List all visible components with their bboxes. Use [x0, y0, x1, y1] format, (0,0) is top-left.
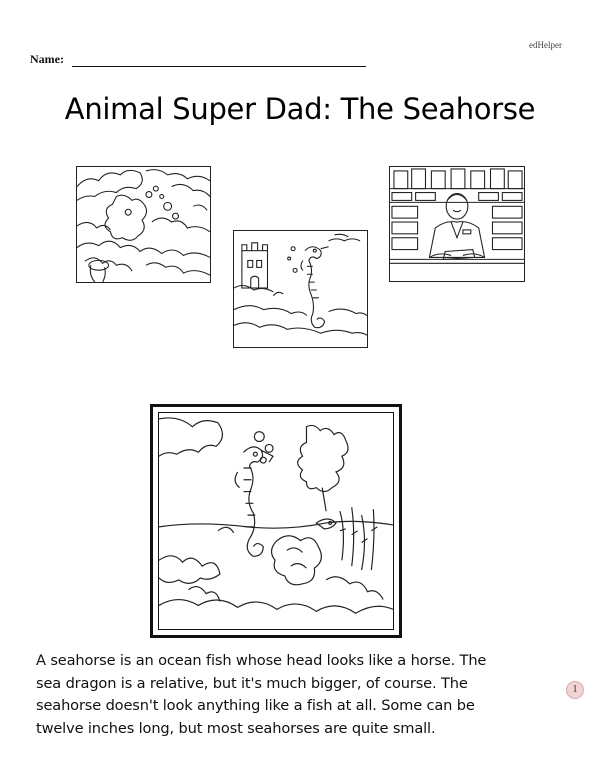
story-text	[36, 650, 556, 740]
coral-reef-icon	[77, 167, 210, 282]
seahorse-illustration	[233, 230, 368, 348]
name-line	[72, 55, 366, 67]
pharmacist-illustration	[389, 166, 525, 282]
story-line: seahorse doesn't look anything like a fish at all. Some can be	[36, 697, 475, 714]
page-title: Animal Super Dad: The Seahorse	[64, 92, 536, 126]
pharmacist-icon	[390, 167, 524, 281]
coral-reef-illustration	[76, 166, 211, 283]
seahorse-reef-scene-icon	[159, 413, 393, 629]
main-illustration	[158, 412, 394, 630]
story-line: sea dragon is a relative, but it's much bigger, of course. The	[36, 674, 468, 692]
story-line: twelve inches long, but most seahorses are quite small.	[36, 719, 436, 737]
brand-label: edHelper	[529, 40, 562, 50]
main-illustration-frame	[150, 404, 402, 638]
name-row	[30, 52, 366, 67]
seahorse-icon	[234, 231, 367, 347]
story-line: A seahorse is an ocean fish whose head looks like a horse. The	[36, 652, 487, 669]
page-number-badge: 1	[566, 681, 584, 699]
name-label: Name:	[30, 52, 64, 66]
